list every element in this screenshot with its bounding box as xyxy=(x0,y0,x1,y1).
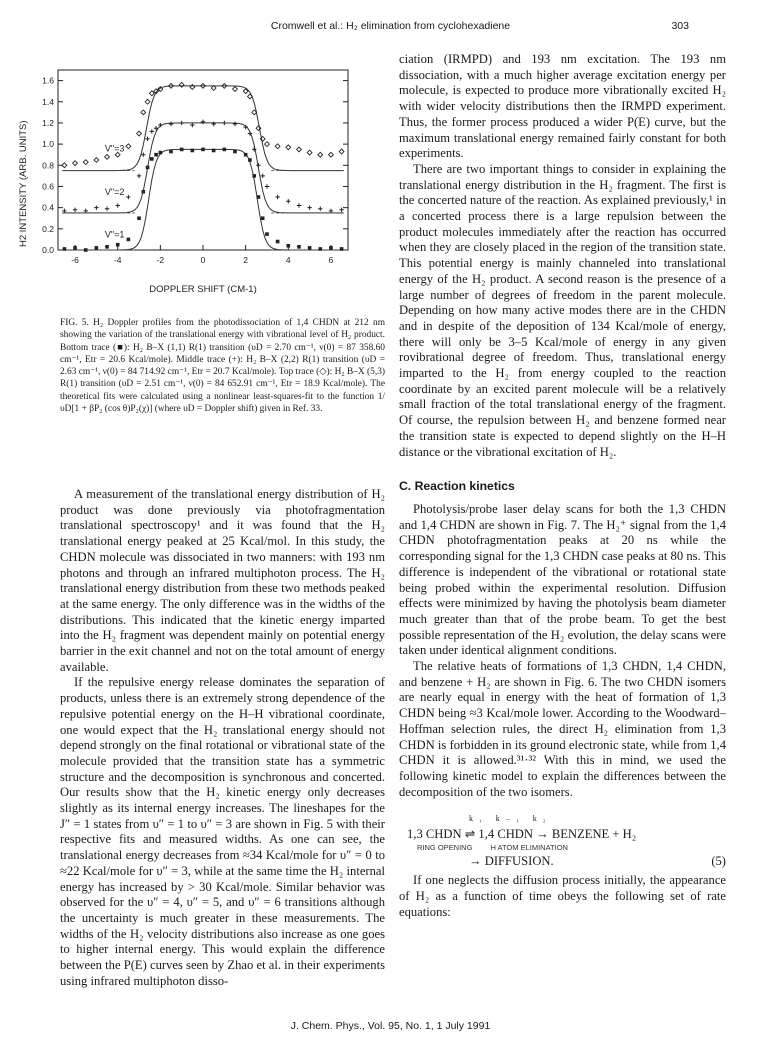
data-point xyxy=(261,216,265,220)
x-tick-label: 2 xyxy=(243,255,249,265)
doppler-chart xyxy=(20,62,380,307)
data-point xyxy=(257,195,261,199)
data-point xyxy=(83,160,88,165)
trace-label: V"=3 xyxy=(104,143,125,154)
data-point xyxy=(179,121,183,125)
data-point xyxy=(265,142,270,147)
data-point xyxy=(145,137,149,141)
trace-label: V"=1 xyxy=(104,229,125,240)
data-point xyxy=(297,245,301,249)
data-point xyxy=(339,208,343,212)
data-point xyxy=(126,195,130,199)
data-point xyxy=(286,199,290,203)
data-point xyxy=(318,207,322,211)
figure-5 xyxy=(20,62,380,307)
data-point xyxy=(62,209,66,213)
y-tick-label: 1.0 xyxy=(42,139,54,150)
data-point xyxy=(318,152,323,157)
data-point xyxy=(261,174,265,178)
data-point xyxy=(105,207,109,211)
equation-main: 1,3 CHDN ⇌ 1,4 CHDN → BENZENE + H₂ xyxy=(407,827,637,842)
data-point xyxy=(286,244,290,248)
data-point xyxy=(307,150,312,155)
y-tick-label: 0.4 xyxy=(42,202,54,213)
y-tick-label: 0.2 xyxy=(42,223,54,234)
rate-constants: k₁ k₋₁ k₂ xyxy=(469,814,552,824)
data-point xyxy=(145,99,150,104)
equation-diffusion: → DIFFUSION. xyxy=(469,853,554,868)
data-point xyxy=(233,87,238,92)
data-point xyxy=(137,216,141,220)
data-point xyxy=(95,246,99,250)
x-tick-label: 4 xyxy=(285,255,291,265)
running-head xyxy=(0,20,781,36)
data-point xyxy=(307,205,311,209)
data-point xyxy=(252,174,256,178)
y-tick-label: 1.6 xyxy=(42,75,54,86)
paragraph: A measurement of the translational energy distribution of H₂ product was done previously via photofragmentation translational spectroscopy¹ and it was found that the H₂ translational energy peaked at 25 Kcal/mol. In this study, the CHDN molecule was dissociated in two manners: with 193 nm photons and through an infrared multiphoton process. The H₂ translational energy distribution from these two methods peaked at the same energy. The only difference was in the widths of the distributions. This indicated that the kinetic energy imparted into the H₂ fragment was dependent mainly on potential energy barrier in the exit channel and not on the total amount of energy available. xyxy=(60,487,385,674)
data-point xyxy=(180,148,184,152)
data-point xyxy=(191,149,195,153)
y-tick-label: 0.8 xyxy=(42,160,54,171)
data-point xyxy=(94,158,99,163)
y-tick-label: 0.0 xyxy=(42,245,54,255)
data-point xyxy=(248,158,252,162)
data-point xyxy=(308,246,312,250)
data-point xyxy=(105,154,110,159)
data-point xyxy=(159,151,163,155)
paragraph: If one neglects the diffusion process initially, the appearance of H₂ as a function of time obeys the following set of rate equations: xyxy=(399,873,726,919)
data-point xyxy=(276,240,280,244)
data-point xyxy=(329,246,333,250)
data-point xyxy=(233,122,237,126)
data-point xyxy=(116,203,120,207)
plot-frame xyxy=(58,70,348,250)
data-point xyxy=(150,129,154,133)
data-point xyxy=(137,131,142,136)
y-tick-label: 1.4 xyxy=(42,96,54,107)
y-tick-label: 1.2 xyxy=(42,117,54,128)
y-axis-label: H2 INTENSITY (ARB. UNITS) xyxy=(18,120,29,247)
data-point xyxy=(329,209,333,213)
x-axis-label: DOPPLER SHIFT (CM-1) xyxy=(149,284,257,295)
data-point xyxy=(329,152,334,157)
x-tick-label: -6 xyxy=(71,255,79,265)
paragraph: There are two important things to consider in explaining the translational energy distribution in the H₂ fragment. The first is the concerted nature of the reaction. As explained previously,¹ in a concerted process there is a large repulsion between the product molecules immediately after the reaction has occurred when they are closely placed in the region of the transition state. This potential energy is mainly channeled into translational energy of the H₂ product. A second reason is the presence of a large number of degrees of freedom in the parent molecule. Depending on how many active modes there are in the CHDN and in despite of the deposition of 134 Kcal/mole of energy, there will only be 3–5 Kcal/mole of energy in any given rovibrational degree of freedom. Thus, translational energy imparted to the H₂ from energy coupled to the reaction coordinate by an excited parent molecule will be a relatively small fraction of the total translational energy of the fragment. Of course, the repulsion between H₂ and benzene formed near the transition state is expected to depend slightly on the H–H distance or the vibrational excitation of H₂. xyxy=(399,161,726,459)
data-point xyxy=(297,147,302,152)
data-point xyxy=(256,163,260,167)
data-point xyxy=(318,247,322,251)
data-point xyxy=(137,174,141,178)
data-point xyxy=(116,243,120,247)
figure-caption: FIG. 5. H₂ Doppler profiles from the photodissociation of 1,4 CHDN at 212 nm showing the variation of the translational energy with vibrational level of H₂ product. Bottom trace (■): H₂ B–X (1,1) R(1) transition (υD = 2.70 cm⁻¹, ν(0) = 87 358.60 cm⁻¹, Etr = 20.6 Kcal/mole). Middle trace (+): H₂ B–X (2,2) R(1) transition (υD = 2.63 cm⁻¹, ν(0) = 84 714.92 cm⁻¹, Etr = 20.7 Kcal/mole). Top trace (◇): H₂ B–X (5,3) R(1) transition (υD = 2.51 cm⁻¹, ν(0) = 84 652.91 cm⁻¹, Etr = 18.9 Kcal/mole). The theoretical fits were calculated using a nonlinear least-squares-fit to the function 1/υD[1 + βP₂ (cos θ)P₂(χ)] (where υD = Doppler shift) given in Ref. 33. xyxy=(60,318,385,415)
data-point xyxy=(169,122,173,126)
equation-5 xyxy=(399,811,726,869)
trace-label: V"=2 xyxy=(104,186,125,197)
page-number: 303 xyxy=(671,20,689,32)
paragraph: Photolysis/probe laser delay scans for both the 1,3 CHDN and 1,4 CHDN are shown in Fig. 7. The H₂⁺ signal from the 1,4 CHDN photofragmentation peaks at 20 ns while the corresponding signal for the 1,3 CHDN case peaks at 80 ns. This difference is independent of the vibrational or rotational state being probed within the experimental resolution. Diffusion effects were minimized by having the photolysis beam diameter much greater than that of the probe beam. To get the best possible representation of the H₂ evolution, the delay scans were taken under identical alignment conditions. xyxy=(399,501,726,658)
data-point xyxy=(190,85,195,90)
data-point xyxy=(339,149,344,154)
running-title: Cromwell et al.: H₂ elimination from cyclohexadiene xyxy=(270,20,511,32)
x-tick-label: 0 xyxy=(200,255,206,265)
equation-note-ring: RING OPENING xyxy=(417,842,473,852)
data-point xyxy=(265,184,269,188)
data-point xyxy=(201,148,205,152)
data-point xyxy=(169,150,173,154)
data-point xyxy=(127,238,131,242)
fit-curve-3 xyxy=(62,86,343,171)
left-column xyxy=(60,487,385,990)
data-point xyxy=(265,232,269,236)
x-tick-label: -2 xyxy=(156,255,165,265)
data-point xyxy=(244,153,248,157)
right-column xyxy=(399,52,726,921)
data-point xyxy=(212,149,216,153)
paragraph: ciation (IRMPD) and 193 nm excitation. The 193 nm dissociation, with a much higher average excitation energy per molecule, is expected to produce more vibrationally excited H₂ with wider velocity distributions then the IRMPD experiment. Thus, the former process produced a wider P(E) curve, but the maximum translational energy remained fairly constant for both experiments. xyxy=(399,52,726,161)
x-tick-label: 6 xyxy=(328,255,334,265)
data-point xyxy=(286,145,291,150)
data-point xyxy=(141,110,146,115)
data-point xyxy=(150,157,154,161)
data-point xyxy=(158,123,162,127)
data-point xyxy=(297,203,301,207)
equation-number: (5) xyxy=(711,853,726,868)
equation-note-h: H ATOM ELIMINATION xyxy=(490,842,568,852)
data-point xyxy=(126,144,131,149)
data-point xyxy=(73,246,77,250)
data-point xyxy=(63,247,67,251)
data-point xyxy=(154,153,158,157)
journal-footer: J. Chem. Phys., Vol. 95, No. 1, 1 July 1991 xyxy=(290,1020,491,1032)
data-point xyxy=(222,121,226,125)
data-point xyxy=(84,248,88,252)
fit-curve-2 xyxy=(62,123,343,213)
paragraph: If the repulsive energy release dominates the separation of products, unless there is an extremely strong dependence of the repulsive potential energy on the H–H vibrational coordinate, one would expect that the H₂ translational energy should not depend strongly on the final rotational or vibrational state of the molecule provided that the transition state has a symmetric structure and the decomposition is synchronous and concerted. Our results show that the H₂ kinetic energy only decreases slightly as its internal energy increases. The lineshapes for the J″ = 1 states from υ″ = 1 to υ″ = 3 are shown in Fig. 5 with their respective fits and measured widths. As one can see, the translational energy decreases from ≈34 Kcal/mole for υ″ = 0 to ≈22 Kcal/mole for υ″ = 3, while at the same time the H₂ internal energy has increased by > 30 Kcal/mole. Similar behavior was observed for the υ″ = 4, υ″ = 5, and υ″ = 6 transitions although the uncertainty is much greater in these measurements. The widths of the H₂ velocity distributions also increase as one goes to higher internal energy. This would explain the difference between the P(E) curves seen by Zhao et al. in their experiments using infrared multiphoton disso- xyxy=(60,675,385,988)
paragraph: The relative heats of formations of 1,3 CHDN, 1,4 CHDN, and benzene + H₂ are shown in Fig. 6. The two CHDN isomers are nearly equal in energy with the heat of formation of 1,3 CHDN being ≈3 Kcal/mole lower. According to the Woodward–Hoffman selection rules, the direct H₂ elimination from 1,3 CHDN is forbidden in its ground electronic state, while from 1,4 CHDN it is allowed.³¹·³² With this in mind, we used the following kinetic model to explain the differences between the decomposition of the two isomers. xyxy=(399,659,726,799)
data-point xyxy=(94,205,98,209)
data-point xyxy=(73,161,78,166)
data-point xyxy=(275,144,280,149)
data-point xyxy=(275,195,279,199)
data-point xyxy=(223,148,227,152)
x-tick-label: -4 xyxy=(113,255,122,265)
data-point xyxy=(201,120,205,124)
data-point xyxy=(105,245,109,249)
data-point xyxy=(233,150,237,154)
y-tick-label: 0.6 xyxy=(42,181,54,192)
data-point xyxy=(340,247,344,251)
data-point xyxy=(190,123,194,127)
data-point xyxy=(179,82,184,87)
data-point xyxy=(84,209,88,213)
data-point xyxy=(73,208,77,212)
section-heading: C. Reaction kinetics xyxy=(399,479,515,494)
